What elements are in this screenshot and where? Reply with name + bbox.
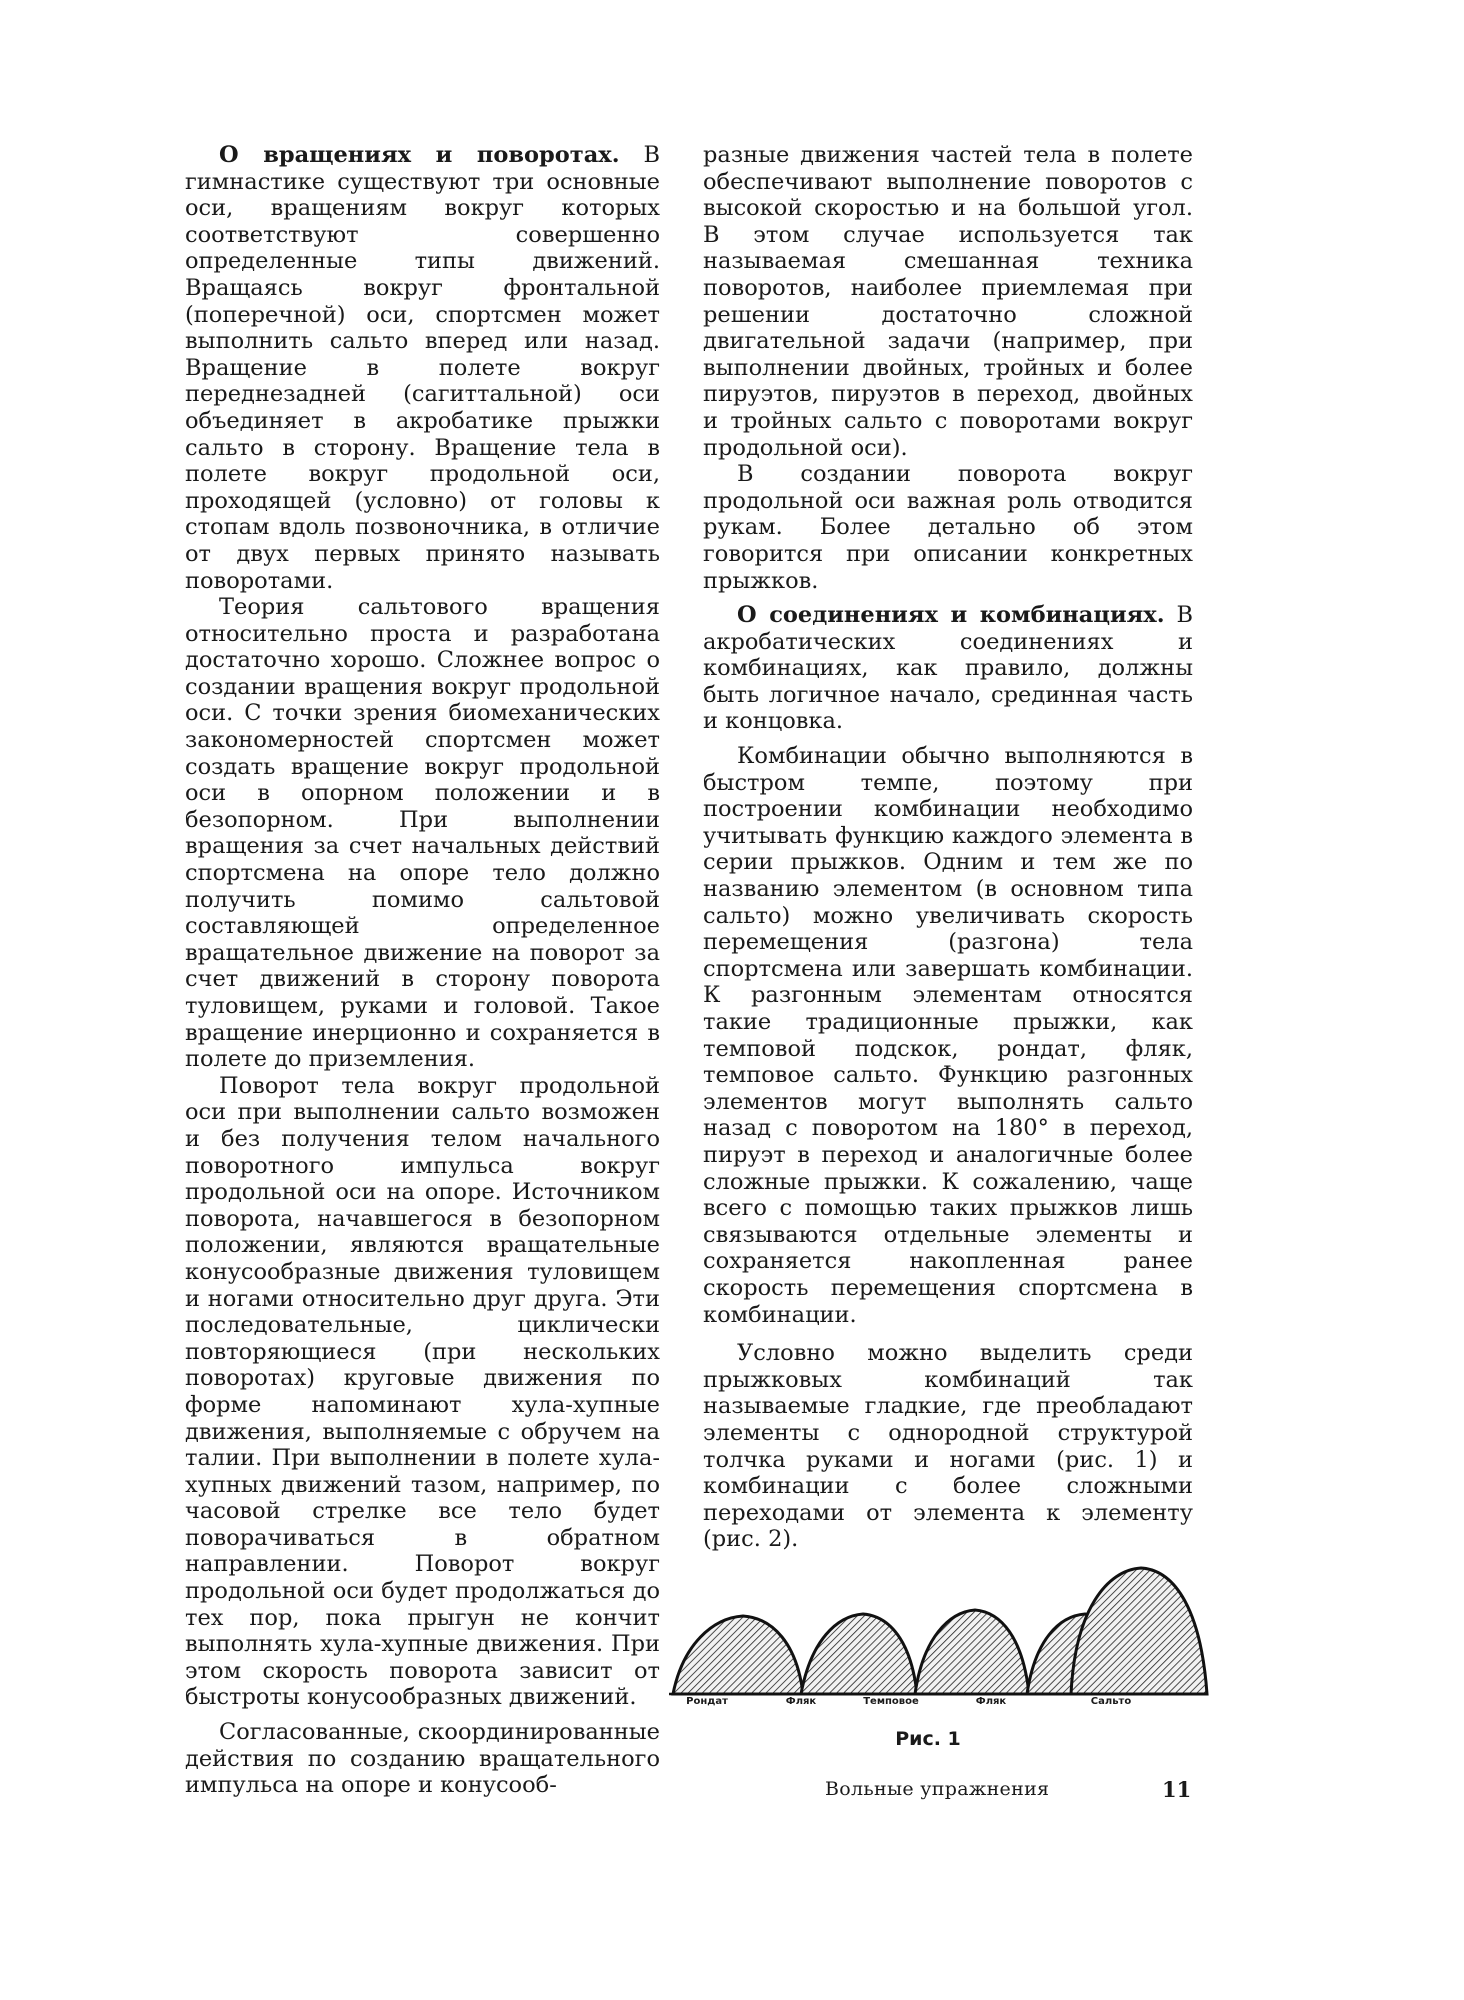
arc-salto xyxy=(1071,1568,1207,1694)
left-column xyxy=(185,142,660,1799)
paragraph-turn: Поворот тела вокруг продольной оси при выполнении сальто возможен и без получения телом начального поворотного импульса вокруг продольной оси на опоре. Источником поворота, начавшегося в безопорном положении, являются вращательные конусообразные движения туловищем и ногами относительно друг друга. Эти последовательные, циклически повторяющиеся (при нескольких поворотах) круговые движения по форме напоминают хула-хупные движения, выполняемые с обручем на талии. При выполнении в полете хула-хупных движений тазом, например, по часовой стрелке все тело будет поворачиваться в обратном направлении. Поворот вокруг продольной оси будет продолжаться до тех пор, пока прыгун не кончит выполнять хула-хупные движения. При этом скорость поворота зависит от быстроты конусообразных движений. xyxy=(185,1072,660,1711)
figure-1 xyxy=(665,1560,1210,1750)
paragraph-rotations xyxy=(185,142,660,594)
arc-rondat xyxy=(673,1616,803,1694)
paragraph-text: В гимнастике существуют три основные оси, вращениям вокруг которых соответствуют совершенно определенные типы движений. Вращаясь вокруг фронтальной (поперечной) оси, спортсмен может выполнить сальто вперед или назад. Вращение в полете вокруг переднезадней (сагиттальной) оси объединяет в акробатике прыжки сальто в сторону. Вращение тела в полете вокруг продольной оси, проходящей (условно) от головы к стопам вдоль позвоночника, в отличие от двух первых принято называть поворотами. xyxy=(185,142,661,594)
figure-label-rondat: Рондат xyxy=(686,1696,728,1707)
paragraph-theory: Теория сальтового вращения относительно проста и разработана достаточно хорошо. Сложнее вопрос о создании вращения вокруг продольной оси. С точки зрения биомеханических закономерностей спортсмен может создать вращение вокруг продольной оси в опорном положении и в безопорном. При выполнении вращения за счет начальных действий спортсмена на опоре тело должно получить помимо сальтовой составляющей определенное вращательное движение на поворот за счет движений в сторону поворота туловищем, руками и головой. Такое вращение инерционно и сохраняется в полете до приземления. xyxy=(185,594,660,1073)
right-column xyxy=(703,142,1193,1553)
jump-arcs-diagram xyxy=(665,1560,1210,1750)
page-number: 11 xyxy=(1162,1777,1192,1802)
figure-caption: Рис. 1 xyxy=(895,1728,961,1750)
arc-flyak-1 xyxy=(801,1614,917,1694)
figure-label-tempo: Темповое xyxy=(863,1696,919,1707)
running-footer-title: Вольные упражнения xyxy=(825,1778,1050,1800)
arc-tempo-salto xyxy=(915,1610,1029,1694)
paragraph-combinations xyxy=(703,602,1193,735)
paragraph-continuation: разные движения частей тела в полете обеспечивают выполнение поворотов с высокой скоростью и на большой угол. В этом случае используется так называемая смешанная техника поворотов, наиболее приемлемая при решении достаточно сложной двигательной задачи (например, при выполнении двойных, тройных и более пируэтов, пируэтов в переход, двойных и тройных сальто с поворотами вокруг продольной оси). xyxy=(703,142,1193,461)
figure-label-salto: Сальто xyxy=(1090,1696,1132,1707)
paragraph-smooth: Условно можно выделить среди прыжковых комбинаций так называемые гладкие, где преобладают элементы с однородной структурой толчка руками и ногами (рис. 1) и комбинации с более сложными переходами от элемента к элементу (рис. 2). xyxy=(703,1340,1193,1553)
figure-label-flyak-1: Фляк xyxy=(785,1696,817,1707)
paragraph-text: В акробатических соединениях и комбинациях, как правило, должны быть логичное начало, срединная часть и концовка. xyxy=(703,602,1193,735)
section-heading-rotations: О вращениях и поворотах. xyxy=(219,142,620,168)
paragraph-tempo: Комбинации обычно выполняются в быстром темпе, поэтому при построении комбинации необходимо учитывать функцию каждого элемента в серии прыжков. Одним и тем же по названию элементом (в основном типа сальто) можно увеличивать скорость перемещения (разгона) тела спортсмена или завершать комбинации. К разгонным элементам относятся такие традиционные прыжки, как темповой подскок, рондат, фляк, темповое сальто. Функцию разгонных элементов могут выполнять сальто назад с поворотом на 180° в переход, пируэт в переход и аналогичные более сложные прыжки. К сожалению, чаще всего с помощью таких прыжков лишь связываются отдельные элементы и сохраняется накопленная ранее скорость перемещения спортсмена в комбинации. xyxy=(703,743,1193,1328)
figure-label-flyak-2: Фляк xyxy=(975,1696,1007,1707)
paragraph-arms: В создании поворота вокруг продольной оси важная роль отводится рукам. Более детально об этом говорится при описании конкретных прыжков. xyxy=(703,461,1193,594)
section-heading-combinations: О соединениях и комбинациях. xyxy=(737,602,1165,629)
paragraph-coordinated: Согласованные, скоординированные действия по созданию вращательного импульса на опоре и конусооб- xyxy=(185,1719,660,1799)
